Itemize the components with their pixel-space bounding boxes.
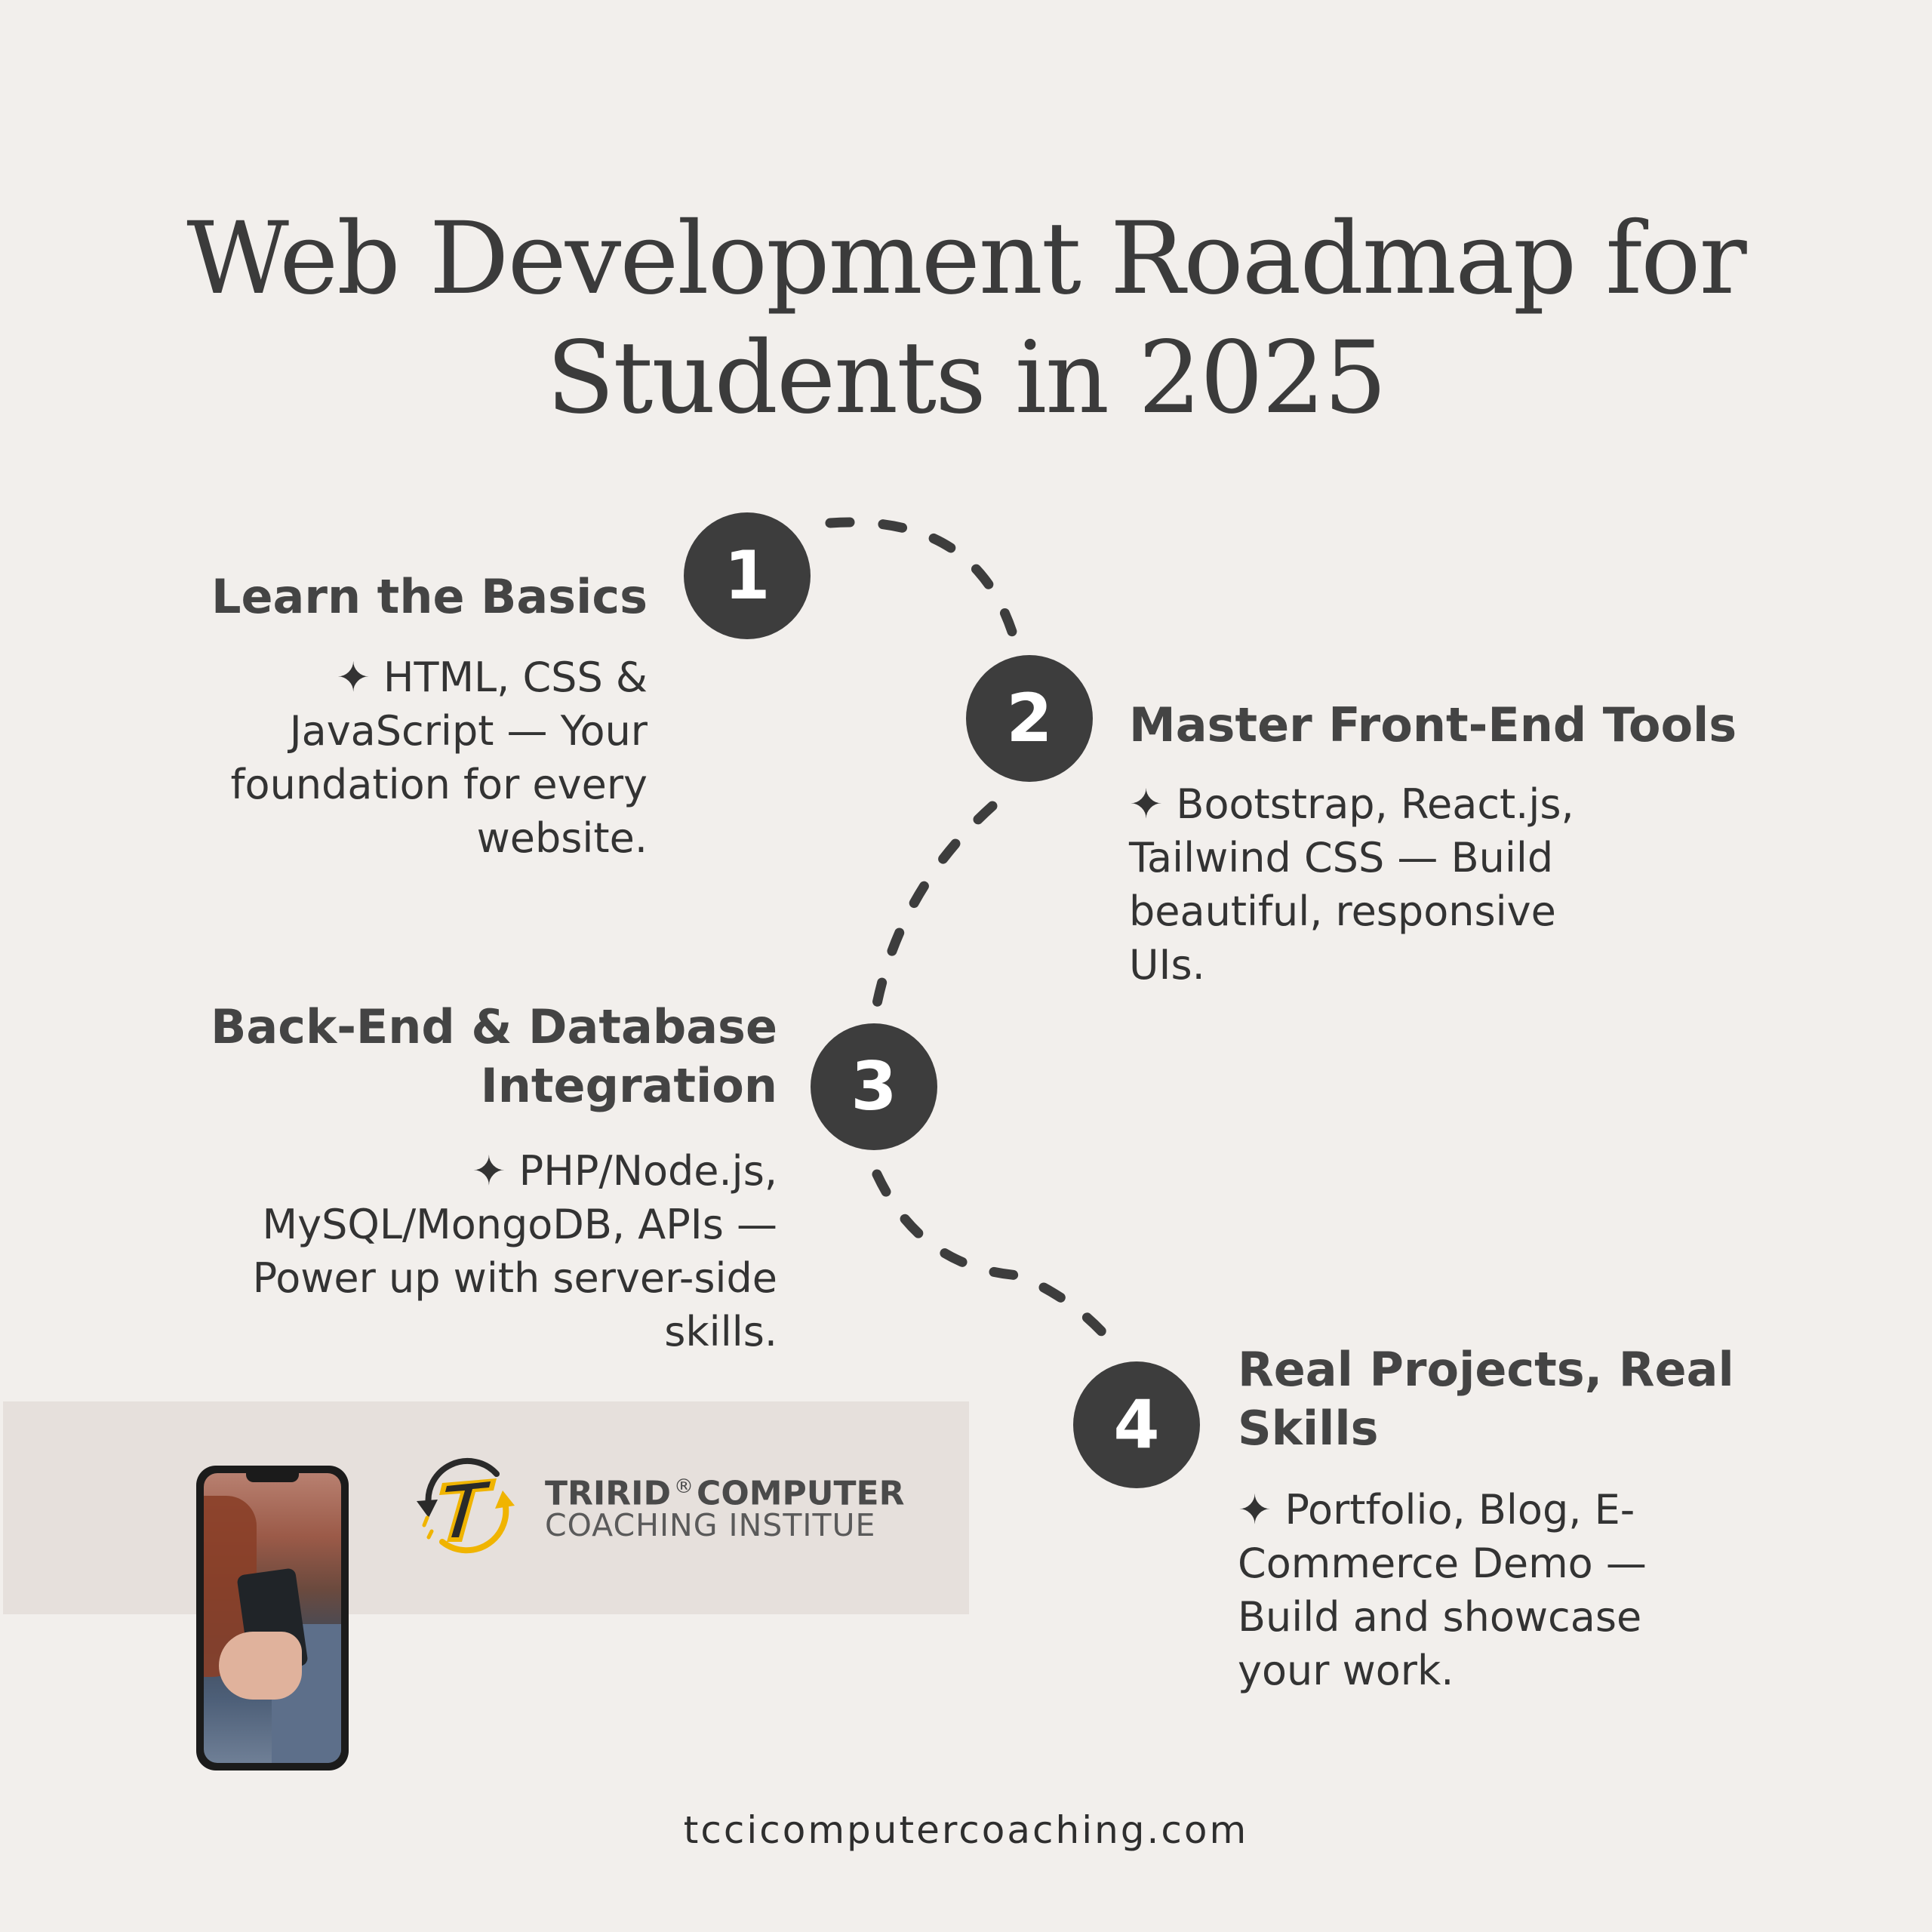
brand-name-left: TRIRID: [545, 1474, 672, 1513]
step-3-description-line: Power up with server-side: [252, 1254, 777, 1302]
step-1-description-line: website.: [476, 814, 648, 862]
step-2-heading-line: Master Front-End Tools: [1129, 697, 1737, 752]
step-3-description-line: ✦ PHP/Node.js,: [472, 1147, 777, 1195]
brand-name-right: COMPUTER: [697, 1474, 905, 1513]
step-4-number: 4: [1113, 1386, 1160, 1463]
step-4-heading-line: Skills: [1238, 1401, 1379, 1456]
step-4-description-line: ✦ Portfolio, Blog, E-: [1238, 1486, 1635, 1534]
step-3-badge: [811, 1023, 937, 1150]
phone-screen-image: [204, 1473, 341, 1763]
phone-notch: [246, 1473, 299, 1482]
step-3-number: 3: [851, 1048, 897, 1125]
step-2-description: [1129, 777, 1808, 992]
step-1-heading: [74, 568, 648, 626]
page-title-line-1: Web Development Roadmap for: [186, 201, 1746, 317]
step-2-heading: [1129, 696, 1884, 755]
step-4-description-line: Commerce Demo —: [1238, 1540, 1647, 1587]
path-segment-1-2: [830, 522, 1013, 634]
step-4-description-line: your work.: [1238, 1647, 1454, 1694]
step-1-badge: [684, 512, 811, 639]
website-url[interactable]: tccicomputercoaching.com: [683, 1808, 1249, 1852]
step-4-heading-line: Real Projects, Real: [1238, 1342, 1734, 1397]
step-4-description: [1238, 1483, 1902, 1697]
step-3-heading-line: Integration: [480, 1058, 777, 1113]
brand-name: [545, 1468, 904, 1513]
step-4-description-line: Build and showcase: [1238, 1593, 1642, 1641]
brand-subtitle: COACHING INSTITUE: [545, 1507, 876, 1543]
step-1-description-line: foundation for every: [230, 761, 648, 808]
smartphone-photo: [196, 1466, 349, 1770]
step-1-description: [74, 651, 648, 865]
step-2-description-line: Tailwind CSS — Build: [1129, 834, 1554, 881]
tricomputer-logo-icon: [406, 1453, 527, 1558]
registered-mark: ®: [674, 1475, 694, 1498]
step-2-description-line: UIs.: [1129, 941, 1205, 989]
step-4-badge: [1073, 1361, 1200, 1488]
step-2-badge: [966, 655, 1093, 782]
step-4-heading: [1238, 1340, 1902, 1458]
step-3-heading: [98, 998, 777, 1115]
page-title-line-2: Students in 2025: [546, 320, 1386, 436]
step-3-description: [98, 1144, 777, 1358]
step-1-description-line: JavaScript — Your: [289, 707, 648, 755]
path-segment-3-4: [877, 1174, 1106, 1336]
step-2-number: 2: [1006, 679, 1053, 757]
step-3-description-line: MySQL/MongoDB, APIs —: [262, 1201, 777, 1248]
step-1-heading-line: Learn the Basics: [211, 569, 648, 624]
step-3-heading-line: Back-End & Database: [211, 999, 777, 1054]
step-2-description-line: beautiful, responsive: [1129, 888, 1556, 935]
step-3-description-line: skills.: [664, 1308, 777, 1355]
step-1-number: 1: [724, 537, 771, 614]
step-1-description-line: ✦ HTML, CSS &: [336, 654, 648, 701]
step-2-description-line: ✦ Bootstrap, React.js,: [1129, 780, 1574, 828]
path-segment-2-3: [875, 806, 992, 1011]
